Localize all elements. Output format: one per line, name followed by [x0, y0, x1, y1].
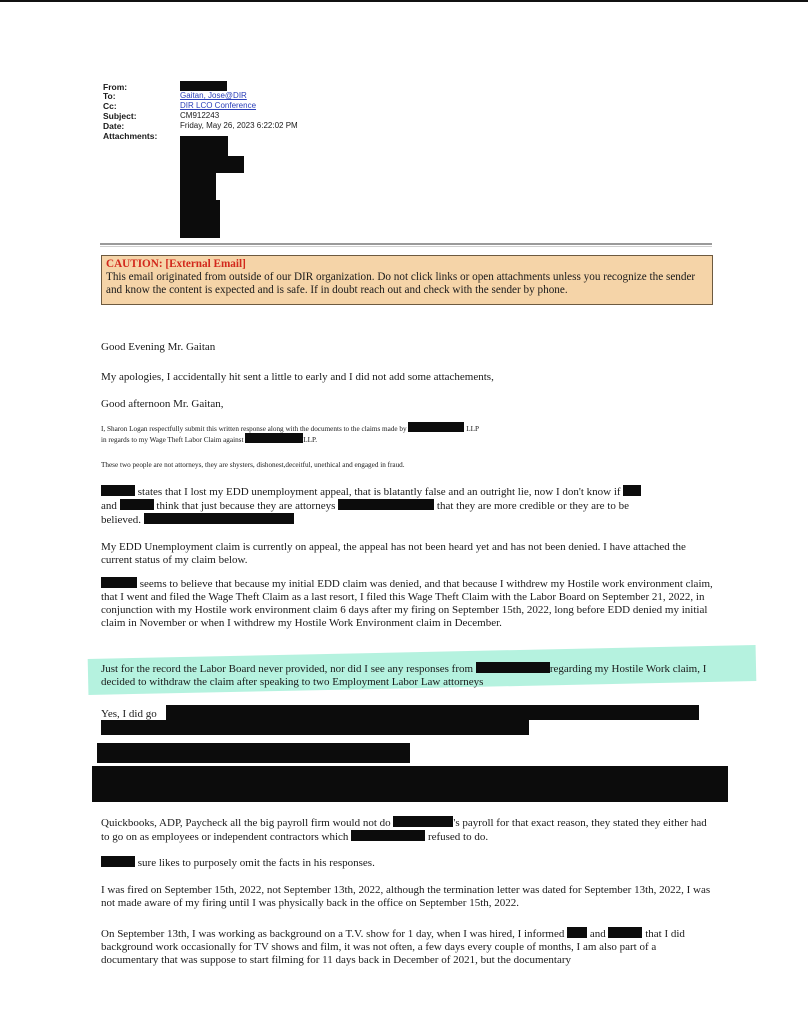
header-divider-shadow [100, 246, 712, 247]
redaction-inline [101, 485, 135, 496]
record-paragraph: Just for the record the Labor Board never provided, nor did I see any responses from regarding my Hostile Work claim, I decided to withdraw the claim after speaking to two Employment Labor Law attorneys [101, 663, 707, 688]
top-border [0, 0, 808, 2]
redaction-from [180, 81, 227, 91]
redaction-block-2 [101, 720, 529, 735]
apology-line: My apologies, I accidentally hit sent a little to early and I did not add some attachements, [101, 371, 494, 383]
redaction-block-4 [92, 766, 728, 802]
redaction-block-1 [166, 705, 699, 720]
quickbooks-paragraph: Quickbooks, ADP, Paycheck all the big payroll firm would not do 's payroll for that exact reason, they stated they either had to go on as employees or independent contractors which refused to do. [101, 817, 707, 843]
redaction-inline [245, 433, 303, 443]
redaction-inline [101, 856, 135, 867]
greeting-evening: Good Evening Mr. Gaitan [101, 341, 216, 353]
redaction-attachment-2 [180, 156, 244, 173]
to-value[interactable]: Gaitan, Jose@DIR [180, 91, 247, 100]
seems-paragraph: seems to believe that because my initial EDD claim was denied, and that because I withdrew my Hostile work environment claim, that I went and filed the Wage Theft Claim as a last resort, I filed this Wage Theft Claim with the Labor Board on September 21, 2022, in conjunction with my Hostile work environment claim 6 days after my firing on September 15th, 2022, long before EDD denied my initial claim in November or when I withdrew my Hostile Work Environment claim in December. [101, 578, 713, 629]
redaction-inline [608, 927, 642, 938]
date-label: Date: [103, 121, 125, 131]
fired-paragraph: I was fired on September 15th, 2022, not September 13th, 2022, although the termination letter was dated for September 13th, 2022, I was not made aware of my firing until I was physically back in the office on September 15th, 2022. [101, 884, 711, 909]
intro-text-d: LLP. [303, 436, 318, 444]
redaction-inline [351, 830, 425, 841]
redaction-attachment-1 [180, 136, 228, 156]
redaction-inline [476, 662, 550, 673]
caution-title: CAUTION: [External Email] [106, 258, 246, 270]
date-value: Friday, May 26, 2023 6:22:02 PM [180, 121, 298, 130]
two-people-line: These two people are not attorneys, they are shysters, dishonest,deceitful, unethical and engaged in fraud. [101, 461, 405, 469]
from-label: From: [103, 82, 128, 92]
omit-line: sure likes to purposely omit the facts in his responses. [101, 856, 713, 870]
caution-text: This email originated from outside of our DIR organization. Do not click links or open attachments unless you recognize the sender and know the content is expected and is safe. If in doubt reach out and check with the sender by phone. [106, 271, 696, 296]
redaction-inline [101, 577, 137, 588]
redaction-block-3 [97, 743, 410, 763]
redaction-inline [338, 499, 434, 510]
redaction-inline [144, 513, 294, 524]
subject-value: CM912243 [180, 111, 220, 120]
redaction-inline [623, 485, 641, 496]
redaction-inline [408, 422, 464, 432]
header-divider [100, 243, 712, 245]
redaction-inline [393, 816, 453, 827]
intro-text-c: in regards to my Wage Theft Labor Claim against [101, 436, 244, 444]
appeal-paragraph: My EDD Unemployment claim is currently on appeal, the appeal has not been heard yet and has not been denied. I have attached the current status of my claim below. [101, 541, 686, 566]
edd-paragraph: states that I lost my EDD unemployment appeal, that is blatantly false and an outright lie, now I don't know if and think that just because they are attorneys that they are more credible or they are to be believed. [101, 485, 713, 527]
redaction-inline [567, 927, 587, 938]
intro-line-2 [101, 433, 713, 446]
redaction-attachment-4 [180, 200, 220, 238]
redaction-inline [120, 499, 154, 510]
intro-text-b: LLP [466, 425, 479, 433]
attachments-label: Attachments: [103, 131, 158, 141]
intro-text-a: I, Sharon Logan respectfully submit this written response along with the documents to the claims made by [101, 425, 407, 433]
subject-label: Subject: [103, 111, 137, 121]
to-label: To: [103, 91, 116, 101]
cc-label: Cc: [103, 101, 117, 111]
redaction-attachment-3 [180, 173, 216, 200]
cc-value[interactable]: DIR LCO Conference [180, 101, 257, 110]
caution-banner [101, 255, 713, 305]
greeting-afternoon: Good afternoon Mr. Gaitan, [101, 398, 224, 410]
september-paragraph: On September 13th, I was working as background on a T.V. show for 1 day, when I was hired, I informed and that I did background work occasionally for TV shows and film, it was not often, a few days every couple of months, I am also part of a documentary that was suppose to start filming for 11 days back in December of 2021, but the documentary [101, 928, 685, 966]
yes-line: Yes, I did go [101, 708, 157, 720]
